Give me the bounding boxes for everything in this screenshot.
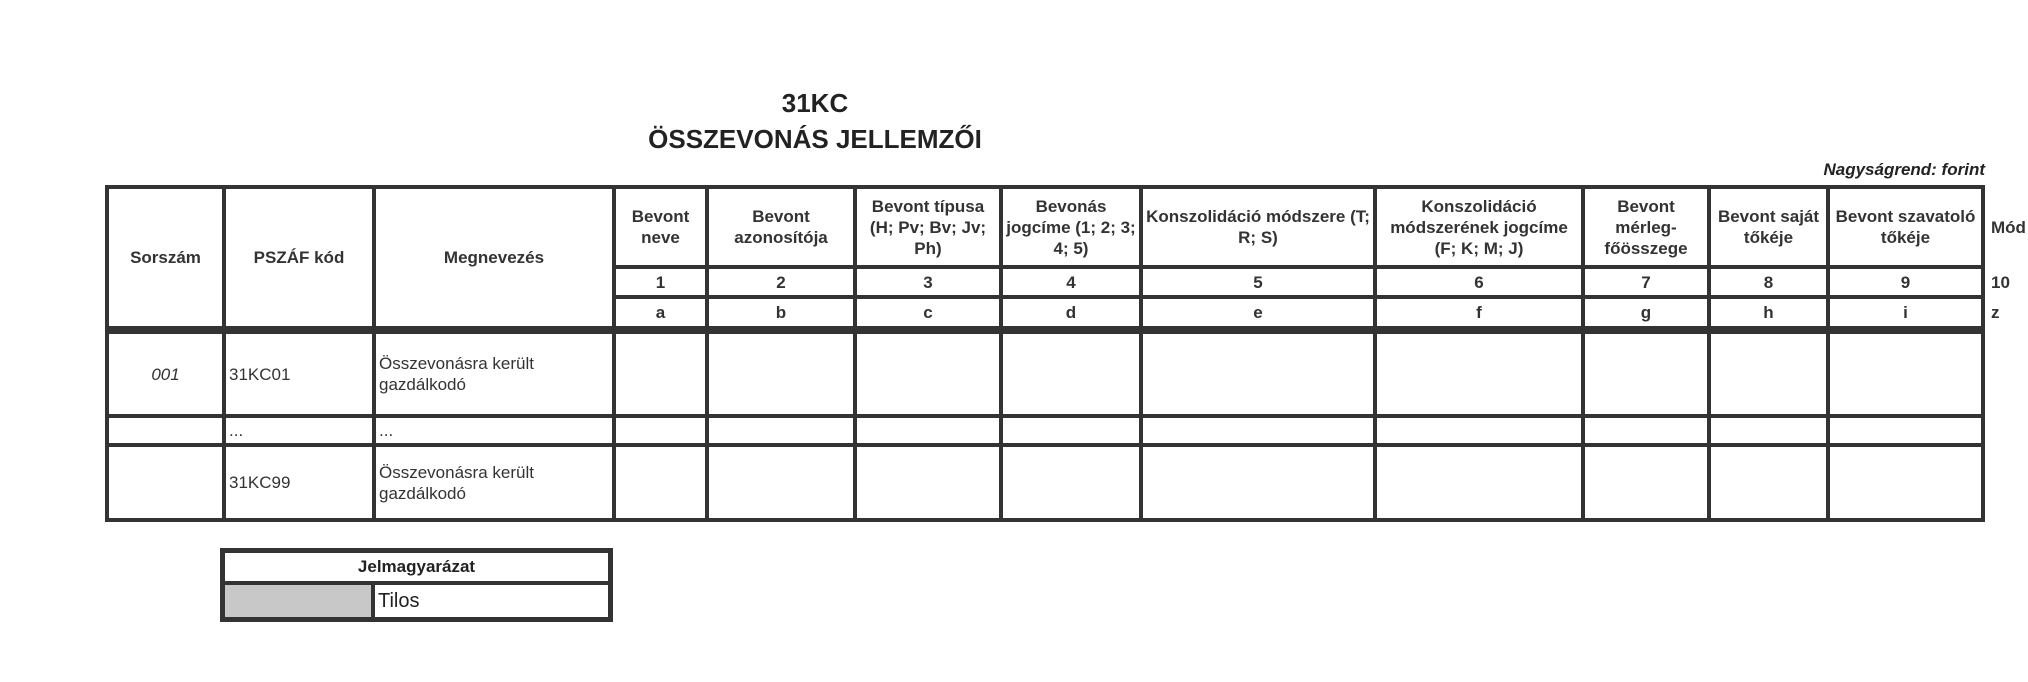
column-number: 3 [857, 269, 999, 295]
page-title: ÖSSZEVONÁS JELLEMZŐI [648, 124, 982, 154]
row-megnevezes: ... [376, 418, 612, 443]
table-cell [616, 447, 705, 518]
column-number: 8 [1711, 269, 1826, 295]
units-note: Nagyságrend: forint [1823, 160, 1985, 179]
column-header: Konszolidáció módszere (T; R; S) [1143, 189, 1373, 265]
column-header: Konszolidáció módszerének jogcíme (F; K; M; J) [1377, 189, 1581, 265]
column-number: 4 [1003, 269, 1139, 295]
row-sorszam [109, 447, 222, 518]
column-header: Bevont neve [616, 189, 705, 265]
table-cell [1711, 334, 1826, 414]
form-code: 31KC [781, 88, 849, 118]
header-megnevezes: Megnevezés [376, 189, 612, 326]
row-sorszam [109, 418, 222, 443]
table-cell [1711, 447, 1826, 518]
table-cell [616, 334, 705, 414]
header-sorszam: Sorszám [109, 189, 222, 326]
header-pszaf-kod: PSZÁF kód [226, 189, 372, 326]
column-number: 6 [1377, 269, 1581, 295]
column-letter: c [857, 299, 999, 326]
column-letter: z [1989, 299, 2002, 326]
column-letter: i [1830, 299, 1981, 326]
row-sorszam: 001 [109, 334, 222, 414]
column-header: Bevont mérleg-főösszege [1585, 189, 1707, 265]
column-number: 7 [1585, 269, 1707, 295]
table-cell [1711, 418, 1826, 443]
table-cell [1003, 334, 1139, 414]
column-number: 9 [1830, 269, 1981, 295]
column-header: Bevont szavatoló tőkéje [1830, 189, 1981, 265]
column-letter: b [709, 299, 853, 326]
column-header: Mód [1989, 189, 2028, 265]
table-cell [1143, 418, 1373, 443]
table-cell [709, 334, 853, 414]
table-cell [1377, 447, 1581, 518]
table-cell [1585, 418, 1707, 443]
table-cell [1830, 447, 1981, 518]
column-letter: d [1003, 299, 1139, 326]
column-header: Bevonás jogcíme (1; 2; 3; 4; 5) [1003, 189, 1139, 265]
data-table [105, 185, 2026, 522]
table-cell [1585, 334, 1707, 414]
column-number: 10 [1989, 269, 2012, 295]
column-letter: f [1377, 299, 1581, 326]
row-pszaf-kod: 31KC99 [226, 447, 372, 518]
column-header: Bevont típusa (H; Pv; Bv; Jv; Ph) [857, 189, 999, 265]
table-cell [1377, 418, 1581, 443]
column-header: Bevont azonosítója [709, 189, 853, 265]
legend-title: Jelmagyarázat [225, 553, 608, 581]
column-letter: a [616, 299, 705, 326]
table-cell [1585, 447, 1707, 518]
table-cell [1830, 418, 1981, 443]
table-cell [857, 418, 999, 443]
column-letter: g [1585, 299, 1707, 326]
table-cell [1377, 334, 1581, 414]
row-pszaf-kod: ... [226, 418, 372, 443]
row-megnevezes: Összevonásra került gazdálkodó [376, 334, 612, 414]
column-number: 2 [709, 269, 853, 295]
table-cell [709, 447, 853, 518]
table-cell [1830, 334, 1981, 414]
column-number: 1 [616, 269, 705, 295]
table-cell [709, 418, 853, 443]
table-cell [1003, 418, 1139, 443]
row-megnevezes: Összevonásra került gazdálkodó [376, 447, 612, 518]
column-number: 5 [1143, 269, 1373, 295]
column-header: Bevont saját tőkéje [1711, 189, 1826, 265]
row-pszaf-kod: 31KC01 [226, 334, 372, 414]
table-cell [1003, 447, 1139, 518]
table-cell [857, 334, 999, 414]
legend [220, 548, 613, 622]
table-cell [857, 447, 999, 518]
column-letter: h [1711, 299, 1826, 326]
table-cell [1143, 447, 1373, 518]
table-cell [1143, 334, 1373, 414]
legend-swatch-forbidden [225, 585, 371, 617]
legend-label-forbidden: Tilos [375, 585, 608, 617]
column-letter: e [1143, 299, 1373, 326]
table-cell [616, 418, 705, 443]
